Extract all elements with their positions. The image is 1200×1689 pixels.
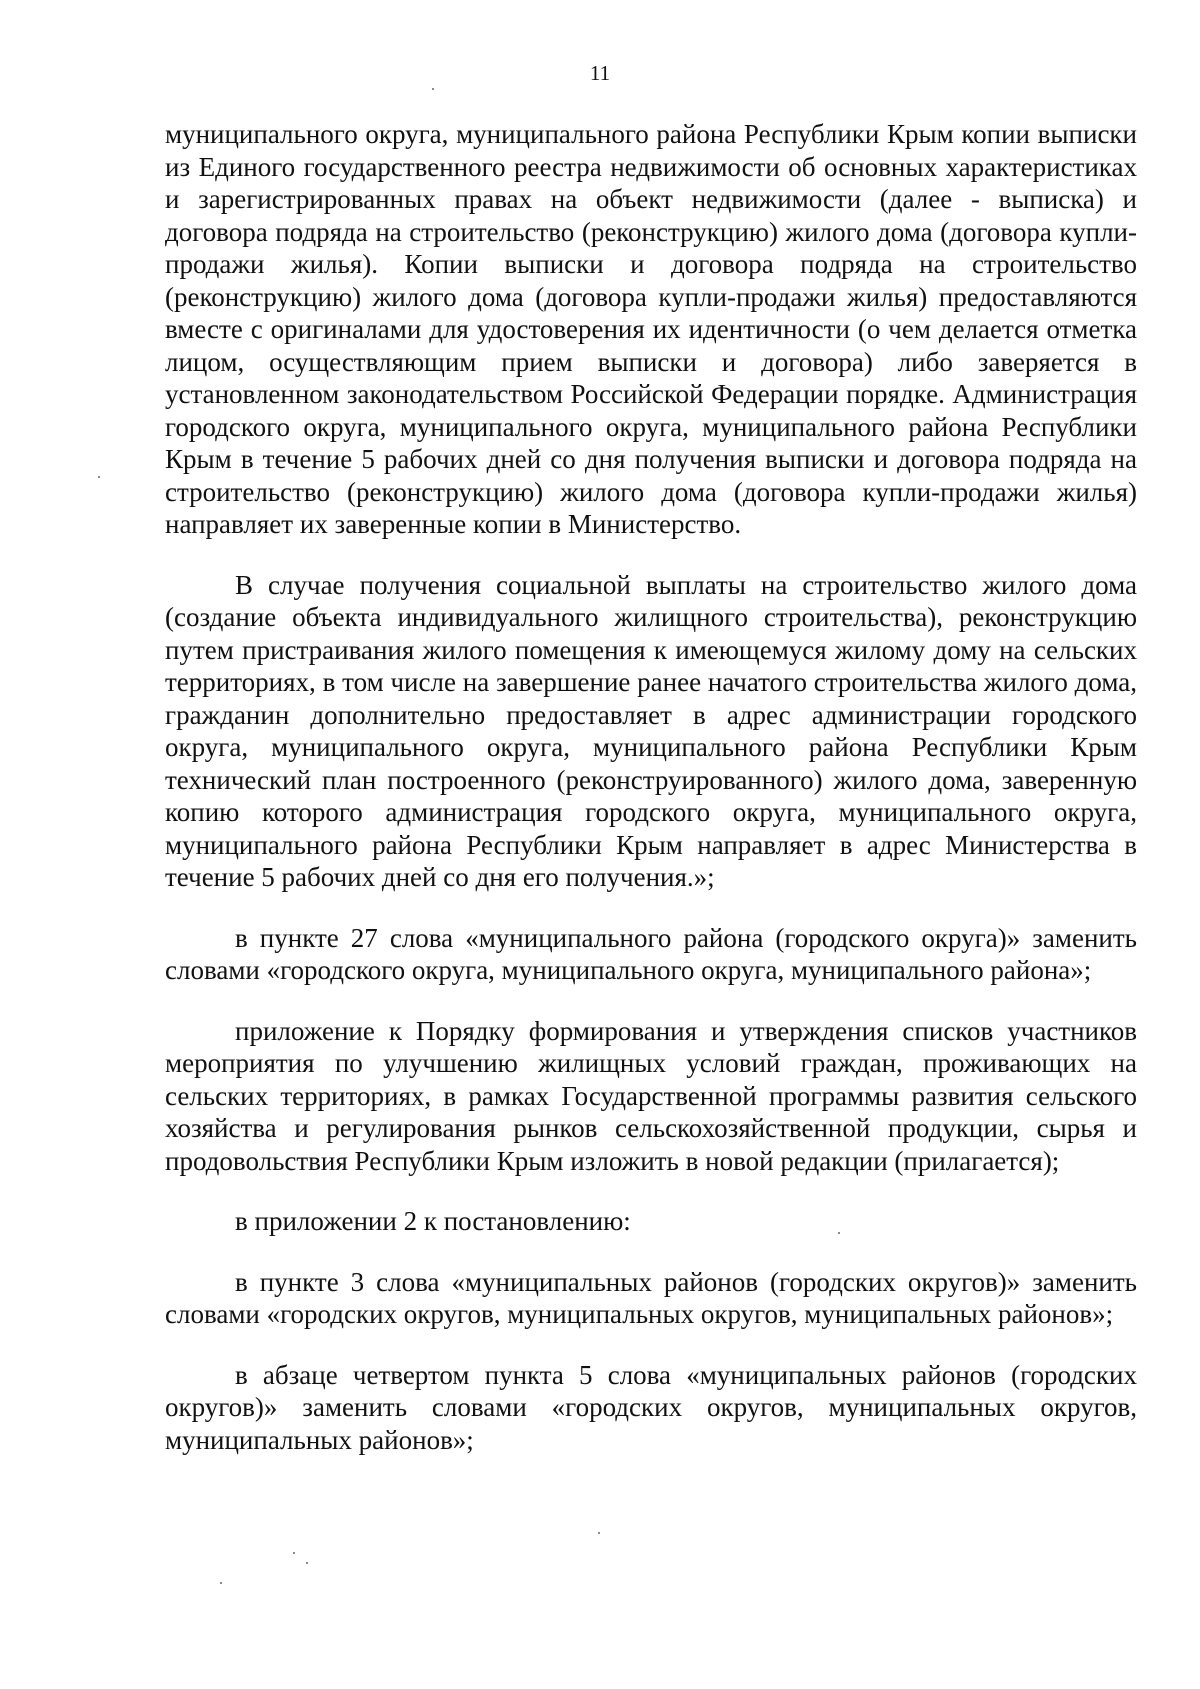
scan-speck bbox=[432, 88, 434, 90]
paragraph-item-3: в пункте 3 слова «муниципальных районов (городских округов)» заменить словами «городских округов, муниципальных округов, муниципальных районов»; bbox=[165, 1266, 1137, 1329]
paragraph-item-5: в абзаце четвертом пункта 5 слова «муниципальных районов (городских округов)» заменить словами «городских округов, муниципальных округов, муниципальных районов»; bbox=[165, 1359, 1137, 1455]
scan-speck bbox=[293, 1552, 295, 1554]
scan-speck bbox=[838, 1232, 840, 1234]
scan-speck bbox=[98, 476, 100, 478]
paragraph-social-payment: В случае получения социальной выплаты на строительство жилого дома (создание объекта индивидуального жилищного строительства), реконструкцию путем пристраивания жилого помещения к имеющемуся жилому дому на сельских территориях, в том числе на завершение ранее начатого строительства жилого дома, гражданин дополнительно предоставляет в адрес администрации городского округа, муниципального округа, муниципального района Республики Крым технический план построенного (реконструированного) жилого дома, заверенную копию которого администрация городского округа, муниципального округа, муниципального района Республики Крым направляет в адрес Министерства в течение 5 рабочих дней со дня его получения.»; bbox=[165, 569, 1137, 892]
scan-speck bbox=[306, 1562, 308, 1564]
page-number: 11 bbox=[589, 61, 611, 85]
paragraph-appendix-order: приложение к Порядку формирования и утверждения списков участников мероприятия по улучшению жилищных условий граждан, проживающих на сельских территориях, в рамках Государственной программы развития сельского хозяйства и регулирования рынков сельскохозяйственной продукции, сырья и продовольствия Республики Крым изложить в новой редакции (прилагается); bbox=[165, 1015, 1137, 1176]
document-body bbox=[165, 118, 1137, 1456]
scan-speck bbox=[598, 1532, 600, 1534]
paragraph-continuation: муниципального округа, муниципального района Республики Крым копии выписки из Единого государственного реестра недвижимости об основных характеристиках и зарегистрированных правах на объект недвижимости (далее - выписка) и договора подряда на строительство (реконструкцию) жилого дома (договора купли-продажи жилья). Копии выписки и договора подряда на строительство (реконструкцию) жилого дома (договора купли-продажи жилья) предоставляются вместе с оригиналами для удостоверения их идентичности (о чем делается отметка лицом, осуществляющим прием выписки и договора) либо заверяется в установленном законодательством Российской Федерации порядке. Администрация городского округа, муниципального округа, муниципального района Республики Крым в течение 5 рабочих дней со дня получения выписки и договора подряда на строительство (реконструкцию) жилого дома (договора купли-продажи жилья) направляет их заверенные копии в Министерство. bbox=[165, 119, 1137, 539]
paragraph-item-27: в пункте 27 слова «муниципального района (городского округа)» заменить словами «городского округа, муниципального округа, муниципального района»; bbox=[165, 922, 1137, 985]
paragraph-appendix-2-heading: в приложении 2 к постановлению: bbox=[235, 1206, 631, 1236]
scan-speck bbox=[220, 1582, 222, 1584]
